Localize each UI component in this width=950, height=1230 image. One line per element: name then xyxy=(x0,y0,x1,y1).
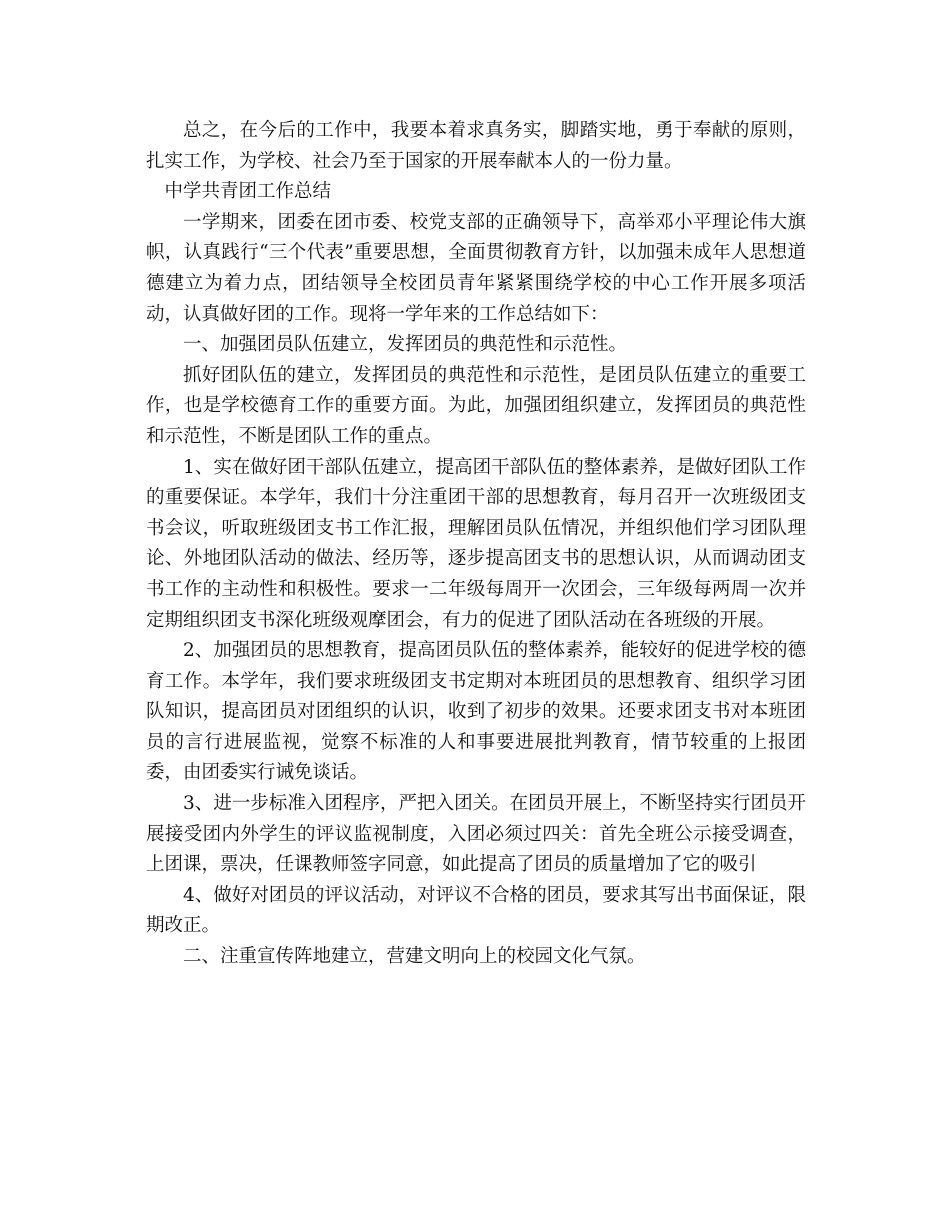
paragraph-item-2: 2、加强团员的思想教育，提高团员队伍的整体素养，能较好的促进学校的德育工作。本学年，我们要求班级团支书定期对本班团员的思想教育、组织学习团队知识，提高团员对团组织的认识，收到了初步的效果。还要求团支书对本班团员的言行进展监视，觉察不标准的人和事要进展批判教育，情节较重的上报团委，由团委实行诫免谈话。 xyxy=(146,640,806,784)
paragraph-part-one-overview: 抓好团队伍的建立，发挥团员的典范性和示范性，是团员队伍建立的重要工作，也是学校德育工作的重要方面。为此，加强团组织建立，发挥团员的典范性和示范性，不断是团队工作的重点。 xyxy=(146,364,806,447)
heading-part-two: 二、注重宣传阵地建立，营建文明向上的校园文化气氛。 xyxy=(183,946,646,968)
heading-part-one: 一、加强团员队伍建立，发挥团员的典范性和示范性。 xyxy=(183,334,628,356)
document-body xyxy=(146,116,806,973)
paragraph-item-1: 1、实在做好团干部队伍建立，提高团干部队伍的整体素养，是做好团队工作的重要保证。本学年，我们十分注重团干部的思想教育，每月召开一次班级团支书会议，听取班级团支书工作汇报，理解团员队伍情况，并组织他们学习团队理论、外地团队活动的做法、经历等，逐步提高团支书的思想认识，从而调动团支书工作的主动性和积极性。要求一二年级每周开一次团会，三年级每两周一次并定期组织团支书深化班级观摩团会，有力的促进了团队活动在各班级的开展。 xyxy=(146,456,806,631)
paragraph-item-3: 3、进一步标准入团程序，严把入团关。在团员开展上，不断坚持实行团员开展接受团内外学生的评议监视制度，入团必须过四关：首先全班公示接受调查，上团课，票决，任课教师签字同意，如此提高了团员的质量增加了它的吸引 xyxy=(146,793,806,876)
paragraph-intro: 一学期来，团委在团市委、校党支部的正确领导下，高举邓小平理论伟大旗帜，认真践行“三个代表”重要思想，全面贯彻教育方针，以加强未成年人思想道德建立为着力点，团结领导全校团员青年紧紧围绕学校的中心工作开展多项活动，认真做好团的工作。现将一学年来的工作总结如下： xyxy=(146,211,806,325)
paragraph-conclusion: 总之，在今后的工作中，我要本着求真务实，脚踏实地，勇于奉献的原则，扎实工作，为学校、社会乃至于国家的开展奉献本人的一份力量。 xyxy=(146,120,806,172)
section-title: 中学共青团工作总结 xyxy=(164,181,332,203)
paragraph-item-4: 4、做好对团员的评议活动，对评议不合格的团员，要求其写出书面保证，限期改正。 xyxy=(146,884,806,937)
